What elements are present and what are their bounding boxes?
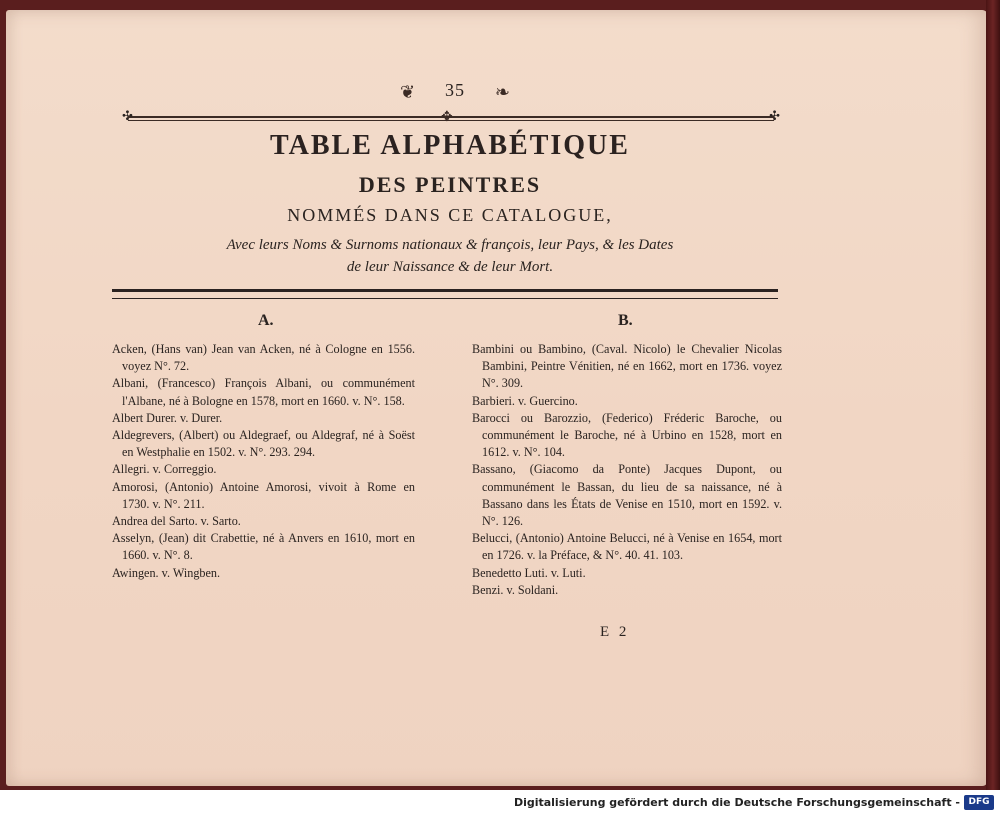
- title-line-3: NOMMÉS DANS CE CATALOGUE,: [287, 205, 613, 225]
- index-entry: Andrea del Sarto. v. Sarto.: [112, 514, 241, 529]
- book-binding-edge: [986, 0, 1000, 790]
- title-line-1: TABLE ALPHABÉTIQUE: [270, 130, 630, 161]
- column-b-entries: [472, 341, 782, 599]
- index-entry: Albani, (Francesco) François Albani, ou communément l'Albane, né à Bologne en 1578, mort en 1660. v. N°. 158.: [112, 376, 415, 408]
- index-entry: Benedetto Luti. v. Luti.: [472, 565, 586, 580]
- column-a-heading: A.: [258, 312, 274, 329]
- fleuron-right-icon: ❧: [494, 82, 510, 102]
- index-entry: Allegri. v. Correggio.: [112, 462, 217, 477]
- rule-end-right-icon: ✣: [769, 108, 780, 123]
- index-entry: Awingen. v. Wingben.: [112, 565, 221, 580]
- index-entry: Bambini ou Bambino, (Caval. Nicolo) le Chevalier Nicolas Bambini, Peintre Vénitien, né en 1662, mort en 1736. voyez N°. 309.: [472, 342, 782, 391]
- ornamental-rule: [122, 108, 780, 125]
- subtitle-line-2: de leur Naissance & de leur Mort.: [346, 259, 554, 275]
- page-header: [400, 80, 510, 102]
- subtitle: [140, 234, 760, 278]
- index-entry: Barbieri. v. Guercino.: [472, 393, 578, 408]
- funding-notice: Digitalisierung gefördert durch die Deutsche Forschungsgemeinschaft -: [513, 796, 960, 809]
- page-number: 35: [445, 80, 465, 100]
- index-entry: Acken, (Hans van) Jean van Acken, né à Cologne en 1556. voyez N°. 72.: [112, 342, 415, 374]
- subtitle-line-1: Avec leurs Noms & Surnoms nationaux & françois, leur Pays, & les Dates: [226, 237, 674, 253]
- index-entry: Aldegrevers, (Albert) ou Aldegraef, ou Aldegraf, né à Soëst en Westphalie en 1502. v. N°. 293. 294.: [112, 428, 415, 460]
- dfg-logo: DFG: [964, 795, 994, 810]
- index-entry: Asselyn, (Jean) dit Crabettie, né à Anvers en 1610, mort en 1660. v. N°. 8.: [112, 531, 415, 563]
- fleuron-left-icon: ❦: [400, 82, 416, 102]
- index-entry: Bassano, (Giacomo da Ponte) Jacques Dupont, ou communément le Bassan, du lieu de sa naissance, né à Bassano dans les États de Venise en 1510, mort en 1592. v. N°. 126.: [472, 462, 782, 529]
- column-b-heading: B.: [618, 312, 633, 329]
- signature-mark: E 2: [600, 624, 630, 640]
- column-a-entries: [112, 341, 415, 582]
- index-entry: Amorosi, (Antonio) Antoine Amorosi, vivoit à Rome en 1730. v. N°. 211.: [112, 479, 415, 511]
- rule-end-left-icon: ✣: [122, 108, 133, 123]
- index-entry: Albert Durer. v. Durer.: [112, 410, 223, 425]
- title-line-2: DES PEINTRES: [358, 172, 542, 197]
- index-entry: Barocci ou Barozzio, (Federico) Fréderic Baroche, ou communément le Baroche, né à Urbino en 1528, mort en 1612. v. N°. 104.: [472, 410, 782, 460]
- rule-center-ornament-icon: ✥: [441, 110, 453, 125]
- double-rule-divider: [112, 289, 778, 299]
- index-entry: Belucci, (Antonio) Antoine Belucci, né à Venise en 1654, mort en 1726. v. la Préface, & N°. 40. 41. 103.: [472, 531, 782, 563]
- index-entry: Benzi. v. Soldani.: [472, 582, 559, 597]
